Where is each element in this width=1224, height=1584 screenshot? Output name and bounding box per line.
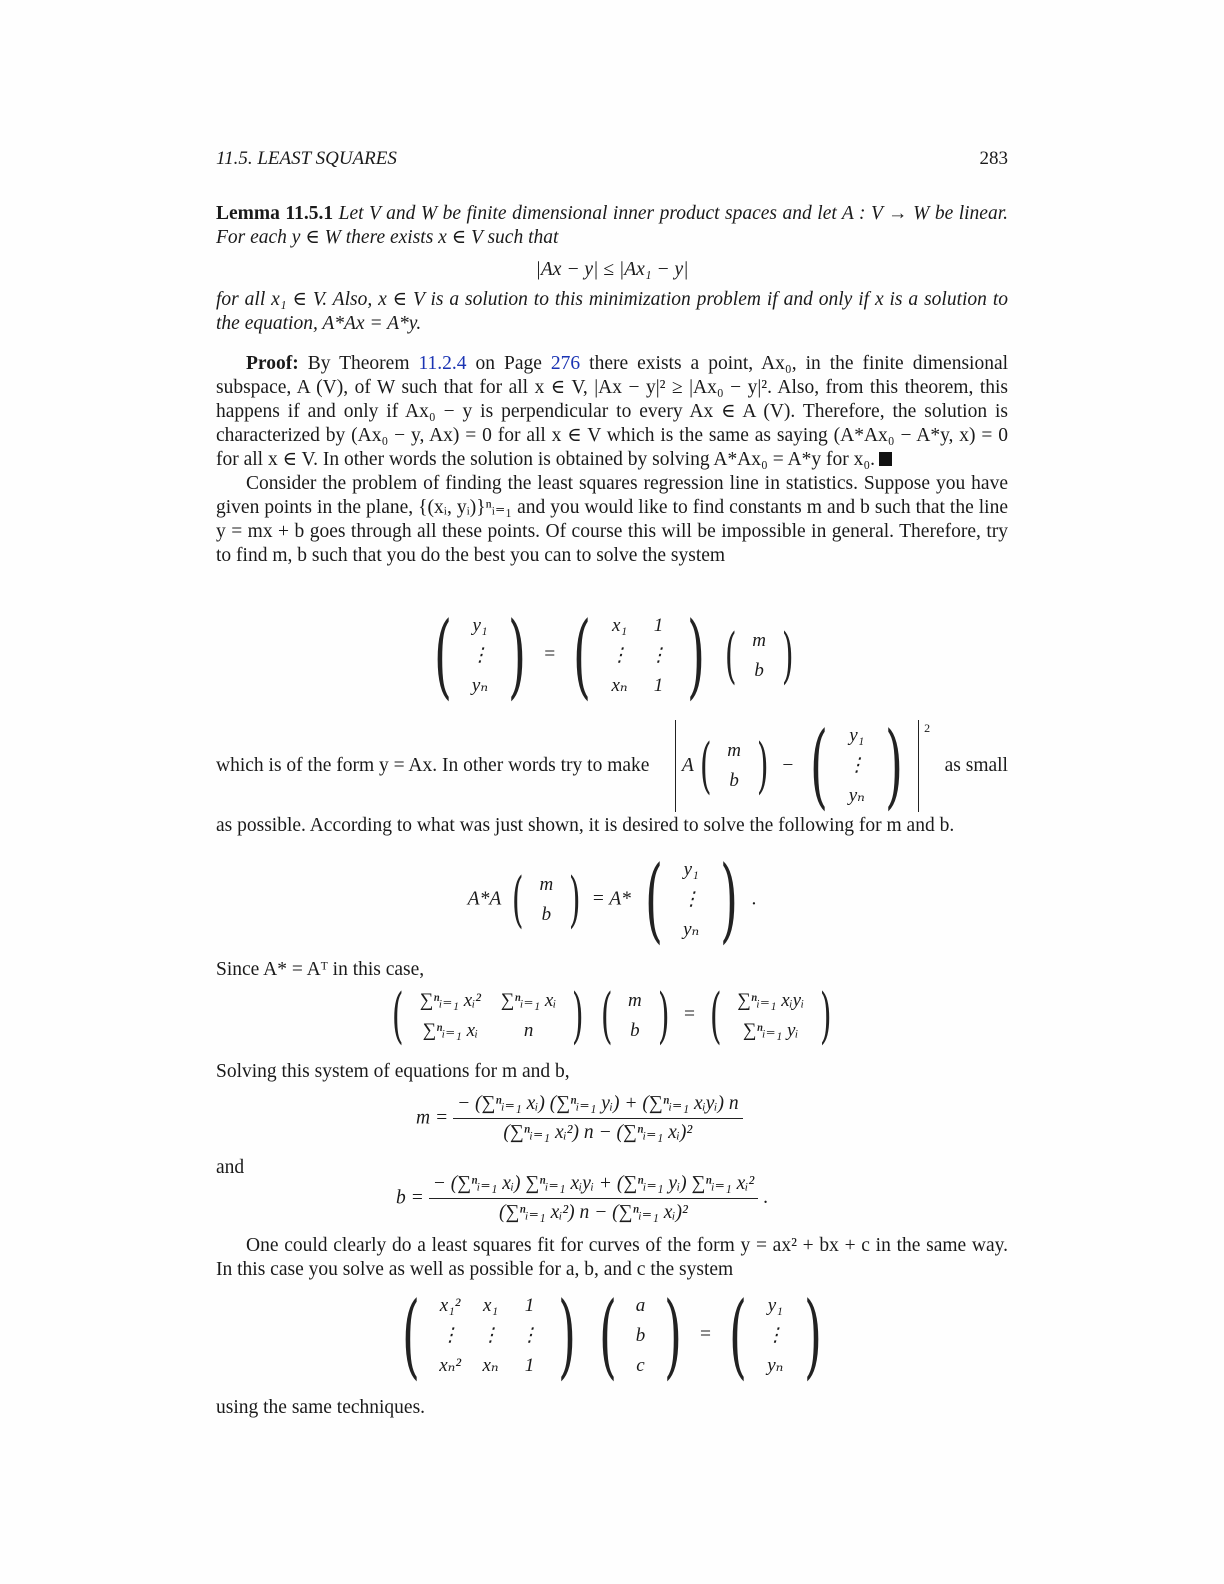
lemma-tail: for all x₁ ∈ V. Also, x ∈ V is a solution to this minimization problem if and only if x is a solution to the equation, A*Ax = A*y. <box>216 289 1008 334</box>
normal-eq-rhs: = A* <box>591 888 631 910</box>
paragraph-regression: Consider the problem of finding the least squares regression line in statistics. Suppose you have given points in the plane, {(xᵢ, yᵢ)}ⁿᵢ₌₁ and you would like to find constants m and b such that the line y = mx + b goes through all these points. Of course this will be impossible in general. Therefore, try to find m, b such that you do the best you can to solve the system <box>216 473 1008 566</box>
para3-c-block <box>216 814 1008 838</box>
mb-vector: ( m b ) <box>724 621 794 691</box>
qed-symbol <box>879 452 892 466</box>
proof <box>216 352 1008 568</box>
and-line: and <box>216 1157 245 1178</box>
design-matrix: ( x₁ 1 ⋮ ⋮ xₙ 1 ) <box>573 602 705 709</box>
proof-text-a: By Theorem <box>307 353 410 374</box>
system-normal: ( ∑ⁿᵢ₌₁ xᵢ² ∑ⁿᵢ₌₁ xᵢ ∑ⁿᵢ₌₁ xᵢ n ) ( m b ) = ( ∑ⁿᵢ₌₁ xᵢyᵢ ∑ⁿᵢ₌₁ yᵢ ) <box>392 981 832 1051</box>
since-line: Since A* = Aᵀ in this case, <box>216 959 425 980</box>
lemma-statement: Let V and W be finite dimensional inner product spaces and let A : V → W be linear. For each y ∈ W there exists x ∈ V such that <box>216 203 1009 248</box>
solving-line: Solving this system of equations for m and b, <box>216 1061 570 1082</box>
normal-eq-lhs: A*A <box>467 888 502 910</box>
para4-block: One could clearly do a least squares fit for curves of the form y = ax² + bx + c in the same way. In this case you solve as well as possible for a, b, and c the system <box>216 1235 1008 1280</box>
closing-line: using the same techniques. <box>216 1397 426 1418</box>
proof-text-b: on Page <box>475 353 542 374</box>
normal-equation: A*A ( m b ) = A* ( y₁ ⋮ yₙ ) . <box>467 846 757 953</box>
para3-a: which is of the form y = Ax. In other words try to make <box>216 755 650 776</box>
norm-expression: A ( m b ) − ( y₁ ⋮ yₙ ) 2 <box>675 720 919 812</box>
proof-label: Proof: <box>246 353 299 374</box>
norm-line <box>216 712 1008 819</box>
b-formula: b = $\frac{\text{− (∑ⁿᵢ₌₁ xᵢ) ∑ⁿᵢ₌₁ xᵢyᵢ + (∑ⁿᵢ₌₁ yᵢ) ∑ⁿᵢ₌₁ xᵢ²}}{\text{(∑ⁿᵢ₌₁ xᵢ²) n − (∑ⁿᵢ₌₁ xᵢ)²}}$ . <box>396 1173 768 1223</box>
para3-b: as small <box>944 755 1008 776</box>
section-title: 11.5. LEAST SQUARES <box>216 148 397 169</box>
m-formula: m = $\frac{\text{− (∑ⁿᵢ₌₁ xᵢ) (∑ⁿᵢ₌₁ yᵢ) + (∑ⁿᵢ₌₁ xᵢyᵢ) n}}{\text{(∑ⁿᵢ₌₁ xᵢ²) n − (∑ⁿᵢ₌₁ xᵢ)²}}$ <box>216 1092 1008 1145</box>
lhs-vector: ( y₁ ⋮ yₙ ) <box>433 602 527 709</box>
lemma-equation: |Ax − y| ≤ |Ax₁ − y| <box>535 259 689 280</box>
para3-c: as possible. According to what was just shown, it is desired to solve the following for m and b. <box>216 815 955 836</box>
lemma <box>216 202 1008 336</box>
lemma-label: Lemma 11.5.1 <box>216 203 334 224</box>
system-regression: ( y₁ ⋮ yₙ ) = ( x₁ 1 ⋮ ⋮ xₙ 1 ) ( m b ) <box>216 610 1008 702</box>
theorem-link[interactable]: 11.2.4 <box>418 353 467 374</box>
system-quadratic: ( x₁² x₁ 1 ⋮ ⋮ ⋮ xₙ² xₙ 1 ) ( a b c ) = ( y₁ ⋮ yₙ ) <box>402 1282 822 1389</box>
proof-text-c: there exists a point, Ax₀, in the finite dimensional subspace, A (V), of W such that for all x ∈ V, |Ax − y|² ≥ |Ax₀ − y|². Also, from this theorem, this happens if and only if Ax₀ − y is perpendicular to every Ax ∈ A (V). Therefore, the solution is characterized by (Ax₀ − y, Ax) = 0 for all x ∈ V which is the same as saying (A*Ax₀ − A*y, x) = 0 for all x ∈ V. In other words the solution is obtained by solving A*Ax₀ = A*y for x₀. <box>216 353 1009 470</box>
page-link[interactable]: 276 <box>550 353 581 374</box>
page-number: 283 <box>979 148 1008 169</box>
running-header <box>216 148 1008 170</box>
